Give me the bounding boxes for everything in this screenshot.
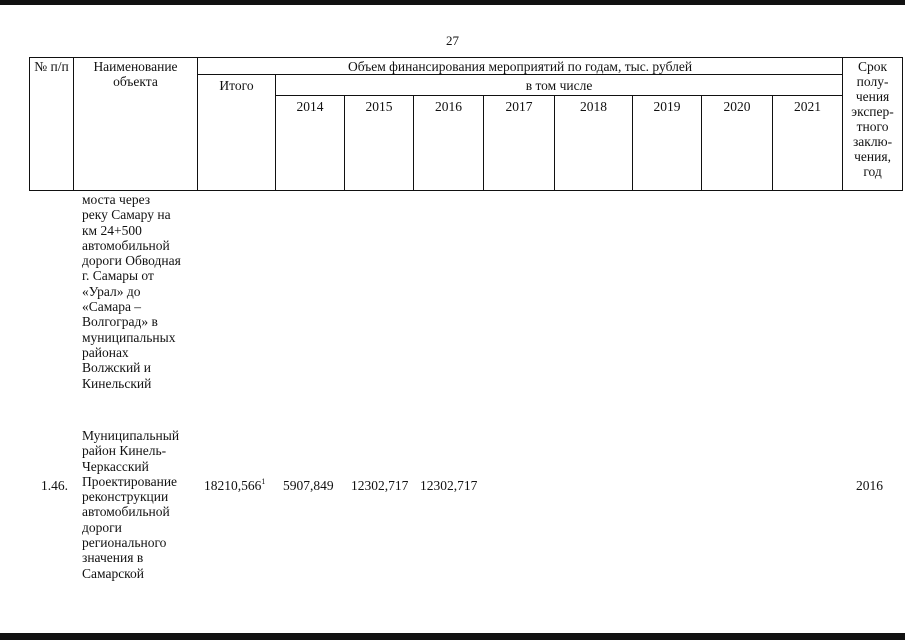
text-line: реконструкции	[82, 489, 169, 505]
text-line: муниципальных	[82, 329, 176, 345]
header-name: Наименование объекта	[74, 58, 198, 191]
page-number: 27	[446, 33, 459, 48]
row-total-footnote: 1	[261, 477, 266, 486]
header-total: Итого	[198, 75, 276, 191]
header-year-2020: 2020	[702, 96, 773, 191]
header-year-2015: 2015	[345, 96, 414, 191]
text-line: км 24+500	[82, 222, 142, 238]
row-name-text	[82, 428, 197, 581]
text-line: район Кинель-	[82, 443, 167, 459]
bottom-border-bar	[0, 633, 905, 640]
text-line: автомобильной	[82, 504, 170, 520]
text-line: Черкасский	[82, 458, 149, 474]
text-line: регионального	[82, 535, 167, 551]
header-num: № п/п	[30, 58, 74, 191]
header-year-2017: 2017	[484, 96, 555, 191]
text-line: моста через	[82, 192, 151, 207]
header-year-2021: 2021	[773, 96, 843, 191]
row-total-value: 18210,566	[204, 478, 262, 493]
row-value-2014: 5907,849	[283, 478, 334, 493]
header-year-2016: 2016	[414, 96, 484, 191]
continued-name-text	[82, 192, 197, 391]
text-line: автомобильной	[82, 237, 170, 253]
text-line: реку Самару на	[82, 207, 171, 223]
text-line: дороги	[82, 519, 122, 535]
row-total	[204, 478, 265, 494]
text-line: Муниципальный	[82, 428, 180, 443]
text-line: г. Самары от	[82, 268, 154, 284]
text-line: Волжский и	[82, 360, 151, 376]
header-including: в том числе	[276, 75, 843, 96]
text-line: районах	[82, 344, 129, 360]
row-deadline-year: 2016	[856, 478, 883, 493]
text-line: Волгоград» в	[82, 314, 158, 330]
header-year-2018: 2018	[555, 96, 633, 191]
text-line: Кинельский	[82, 375, 152, 391]
top-border-bar	[0, 0, 905, 5]
text-line: «Самара –	[82, 299, 142, 315]
header-financing: Объем финансирования мероприятий по годам, тыс. рублей	[198, 58, 843, 75]
text-line: дороги Обводная	[82, 253, 181, 269]
table-header	[29, 57, 903, 191]
row-value-2016: 12302,717	[420, 478, 478, 493]
header-year-2019: 2019	[633, 96, 702, 191]
row-number: 1.46.	[41, 478, 68, 493]
header-year-2014: 2014	[276, 96, 345, 191]
header-deadline: Срок полу-чения экспер-тного заклю-чения, год	[843, 58, 903, 191]
text-line: «Урал» до	[82, 283, 141, 299]
text-line: Проектирование	[82, 473, 178, 489]
text-line: значения в	[82, 550, 144, 566]
text-line: Самарской	[82, 565, 145, 581]
row-value-2015: 12302,717	[351, 478, 409, 493]
